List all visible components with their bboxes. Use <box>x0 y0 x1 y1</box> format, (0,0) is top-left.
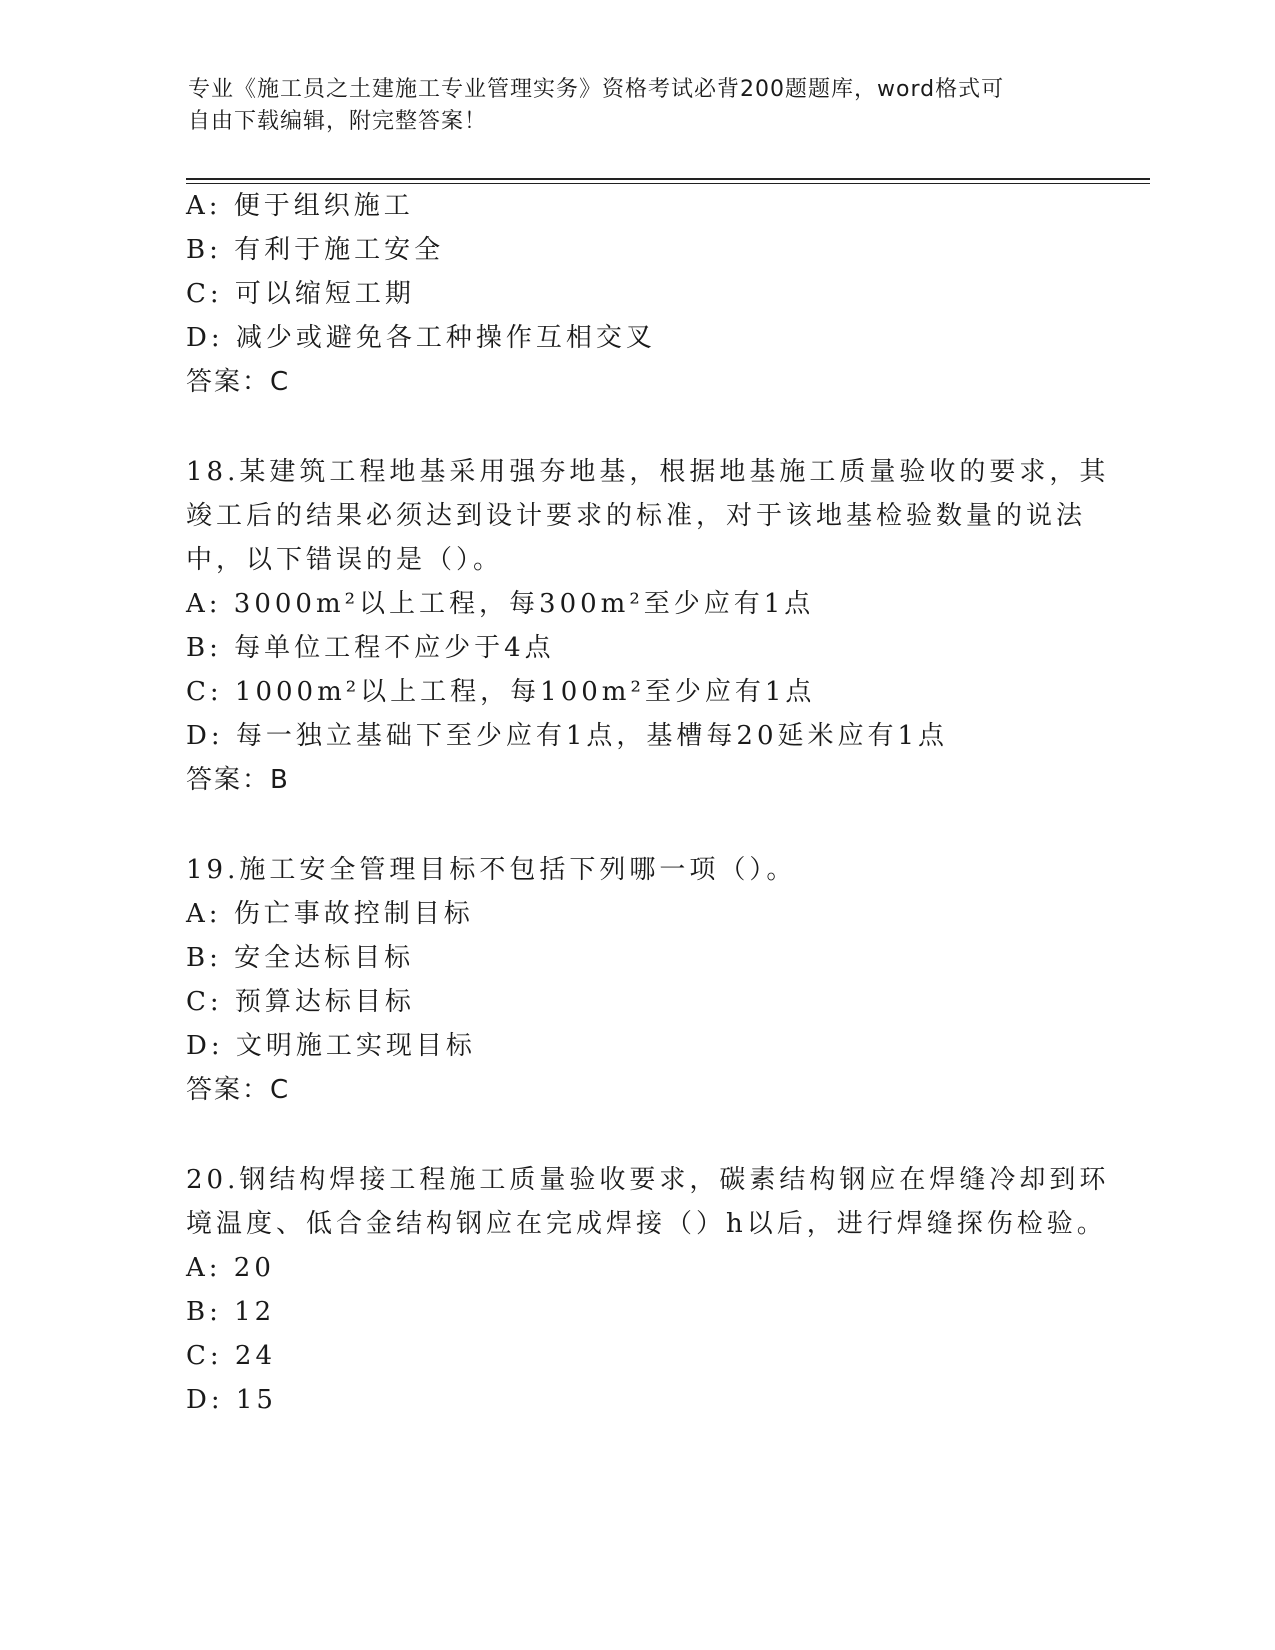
q20-stem-line-2: 境温度、低合金结构钢应在完成焊接（）h以后，进行焊缝探伤检验。 <box>186 1209 1107 1239</box>
q18-answer: 答案：B <box>186 765 290 795</box>
q17-option-d: D: 减少或避免各工种操作互相交叉 <box>186 323 656 353</box>
q19-option-d: D: 文明施工实现目标 <box>186 1031 476 1061</box>
document-header <box>188 74 1088 138</box>
q19-option-a: A: 伤亡事故控制目标 <box>186 899 474 929</box>
header-line-2: 自由下载编辑，附完整答案！ <box>188 109 488 134</box>
q19-option-c: C: 预算达标目标 <box>186 987 415 1017</box>
q18-stem-line-3: 中，以下错误的是（）。 <box>186 545 504 575</box>
q17-answer: 答案：C <box>186 367 291 397</box>
header-line-1: 专业《施工员之土建施工专业管理实务》资格考试必背200题题库，word格式可 <box>188 77 1005 102</box>
q18-stem-line-1: 18.某建筑工程地基采用强夯地基，根据地基施工质量验收的要求，其 <box>186 457 1110 487</box>
q20-option-c: C: 24 <box>186 1341 277 1371</box>
q18-option-d: D: 每一独立基础下至少应有1点，基槽每20延米应有1点 <box>186 721 949 751</box>
q20-option-d: D: 15 <box>186 1385 277 1415</box>
q19-stem-line-1: 19.施工安全管理目标不包括下列哪一项（）。 <box>186 855 797 885</box>
q17-option-a: A: 便于组织施工 <box>186 191 414 221</box>
q20-option-a: A: 20 <box>186 1253 275 1283</box>
q18-option-b: B: 每单位工程不应少于4点 <box>186 633 555 663</box>
q17-option-b: B: 有利于施工安全 <box>186 235 445 265</box>
q18-option-c: C: 1000m²以上工程，每100m²至少应有1点 <box>186 677 816 707</box>
q17-option-c: C: 可以缩短工期 <box>186 279 415 309</box>
q19-option-b: B: 安全达标目标 <box>186 943 415 973</box>
q20-stem-line-1: 20.钢结构焊接工程施工质量验收要求，碳素结构钢应在焊缝冷却到环 <box>186 1165 1110 1195</box>
header-divider <box>186 178 1150 184</box>
q20-option-b: B: 12 <box>186 1297 276 1327</box>
q18-stem-line-2: 竣工后的结果必须达到设计要求的标准，对于该地基检验数量的说法 <box>186 501 1087 531</box>
q18-option-a: A: 3000m²以上工程，每300m²至少应有1点 <box>186 589 815 619</box>
q19-answer: 答案：C <box>186 1075 291 1105</box>
